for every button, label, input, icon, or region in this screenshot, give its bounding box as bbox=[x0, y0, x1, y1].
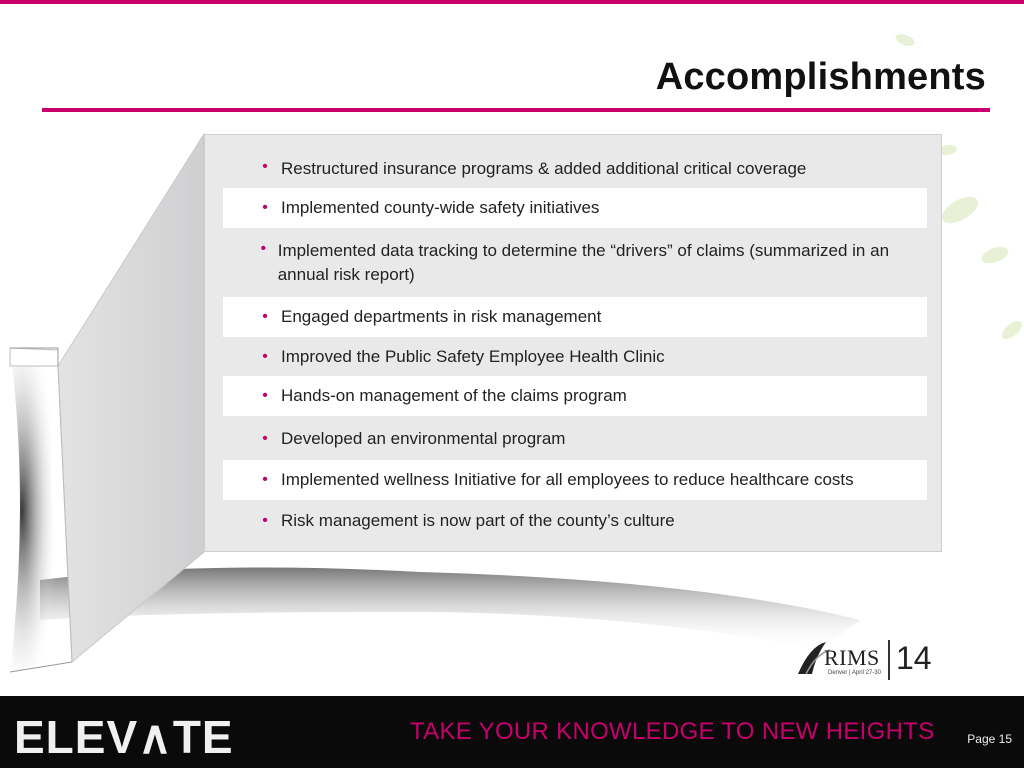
list-item-text: Improved the Public Safety Employee Health Clinic bbox=[281, 347, 665, 366]
rims-year: 14 bbox=[896, 640, 932, 676]
list-item bbox=[223, 506, 927, 536]
list-item-text: Implemented data tracking to determine the “drivers” of claims (summarized in an annual risk report) bbox=[277, 241, 890, 284]
list-item-text: Hands-on management of the claims program bbox=[281, 386, 627, 405]
bullet-icon: • bbox=[262, 158, 268, 175]
accomplishments-panel bbox=[204, 134, 942, 552]
list-item bbox=[223, 342, 927, 372]
list-item-text: Restructured insurance programs & added additional critical coverage bbox=[281, 159, 807, 178]
bullet-icon: • bbox=[262, 387, 268, 404]
list-item bbox=[223, 297, 927, 337]
list-item bbox=[223, 424, 927, 454]
slide-title: Accomplishments bbox=[655, 56, 986, 98]
list-item bbox=[223, 155, 927, 183]
list-item bbox=[223, 237, 927, 289]
rims-mountain-icon bbox=[798, 642, 826, 674]
list-item-text: Developed an environmental program bbox=[281, 429, 566, 448]
list-item bbox=[223, 188, 927, 228]
rims-subtitle: Denver | April 27-30 bbox=[828, 670, 881, 676]
title-underline bbox=[42, 108, 990, 112]
elevate-logo: ELEV∧TE bbox=[14, 711, 234, 763]
rims-wordmark: RIMS bbox=[824, 645, 880, 670]
footer-tagline: TAKE YOUR KNOWLEDGE TO NEW HEIGHTS bbox=[410, 718, 935, 745]
list-item-text: Implemented wellness Initiative for all employees to reduce healthcare costs bbox=[281, 470, 854, 489]
bullet-icon: • bbox=[262, 430, 268, 447]
list-item bbox=[223, 460, 927, 500]
page-number: Page 15 bbox=[967, 732, 1012, 746]
bullet-icon: • bbox=[262, 471, 268, 488]
logo-divider bbox=[888, 640, 890, 680]
footer-bar bbox=[0, 696, 1024, 768]
bullet-icon: • bbox=[260, 240, 267, 257]
bullet-icon: • bbox=[262, 199, 268, 216]
list-item-text: Engaged departments in risk management bbox=[281, 307, 602, 326]
bullet-icon: • bbox=[262, 348, 268, 365]
list-item-text: Implemented county-wide safety initiatives bbox=[281, 198, 600, 217]
list-item-text: Risk management is now part of the county’s culture bbox=[281, 511, 675, 530]
list-item bbox=[223, 376, 927, 416]
bullet-icon: • bbox=[262, 308, 268, 325]
bullet-icon: • bbox=[262, 512, 268, 529]
